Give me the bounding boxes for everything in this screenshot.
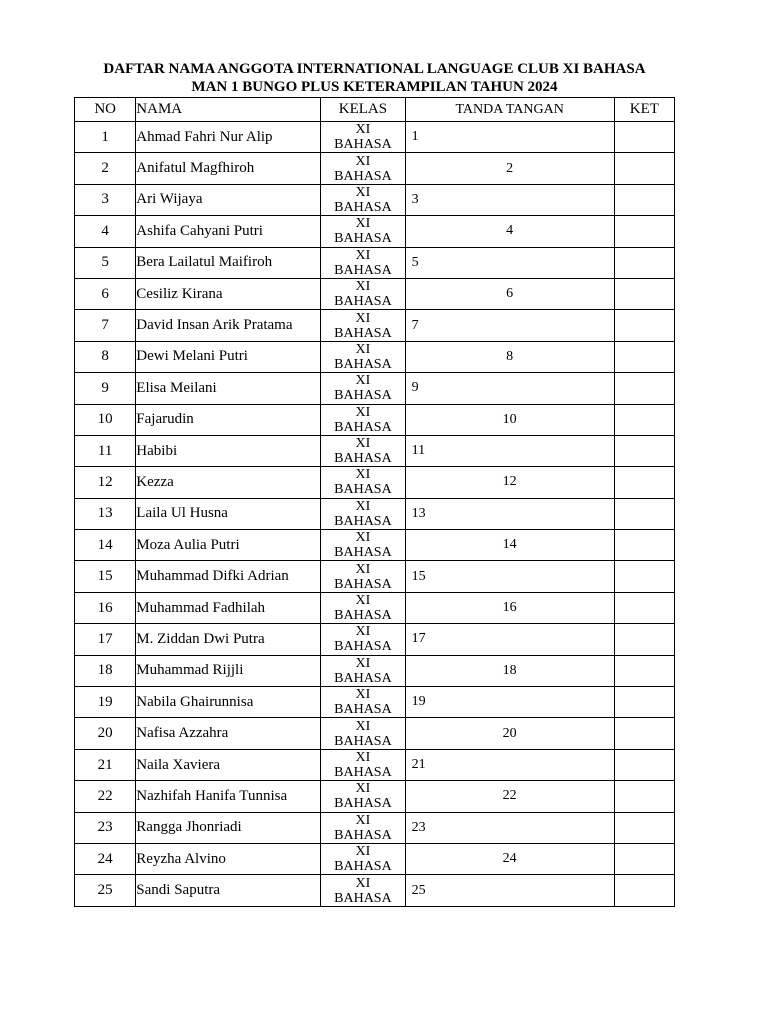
kelas-line-2: BAHASA: [334, 545, 392, 561]
cell-tanda-tangan[interactable]: 22: [405, 781, 614, 812]
cell-nama: Habibi: [136, 435, 321, 466]
cell-kelas: [321, 843, 405, 874]
cell-nama: Laila Ul Husna: [136, 498, 321, 529]
kelas-line-1: XI: [355, 750, 371, 765]
cell-kelas: [321, 435, 405, 466]
cell-kelas: [321, 122, 405, 153]
cell-ket[interactable]: [614, 530, 674, 561]
kelas-line-2: BAHASA: [334, 639, 392, 655]
kelas-line-1: XI: [355, 247, 371, 263]
kelas-line-1: XI: [355, 153, 371, 169]
header-ket: KET: [614, 98, 674, 122]
table-row: [75, 624, 675, 655]
kelas-line-2: BAHASA: [334, 231, 392, 247]
kelas-line-2: BAHASA: [334, 294, 392, 310]
cell-kelas: [321, 341, 405, 372]
cell-no: 18: [75, 655, 136, 686]
cell-nama: Moza Aulia Putri: [136, 530, 321, 561]
cell-ket[interactable]: [614, 467, 674, 498]
cell-ket[interactable]: [614, 310, 674, 341]
kelas-line-1: XI: [355, 844, 371, 860]
cell-tanda-tangan[interactable]: 20: [405, 718, 614, 749]
cell-tanda-tangan[interactable]: 12: [405, 467, 614, 498]
cell-kelas: [321, 216, 405, 247]
cell-kelas: [321, 373, 405, 404]
kelas-line-1: XI: [355, 812, 371, 828]
cell-no: 13: [75, 498, 136, 529]
cell-no: 6: [75, 278, 136, 309]
kelas-line-2: BAHASA: [334, 199, 392, 215]
cell-ket[interactable]: [614, 718, 674, 749]
kelas-line-2: BAHASA: [334, 137, 392, 153]
cell-nama: Nafisa Azzahra: [136, 718, 321, 749]
kelas-line-2: BAHASA: [334, 356, 392, 372]
cell-tanda-tangan[interactable]: 2: [405, 153, 614, 184]
cell-nama: Dewi Melani Putri: [136, 341, 321, 372]
kelas-line-2: BAHASA: [334, 388, 392, 404]
cell-nama: Ashifa Cahyani Putri: [136, 216, 321, 247]
cell-tanda-tangan[interactable]: 1: [405, 122, 614, 153]
kelas-line-2: BAHASA: [334, 325, 392, 341]
cell-kelas: [321, 467, 405, 498]
kelas-line-1: XI: [355, 122, 371, 138]
cell-ket[interactable]: [614, 247, 674, 278]
cell-no: 7: [75, 310, 136, 341]
cell-tanda-tangan[interactable]: 19: [405, 687, 614, 718]
kelas-line-1: XI: [355, 341, 371, 357]
cell-no: 3: [75, 184, 136, 215]
table-row: [75, 843, 675, 874]
kelas-line-2: BAHASA: [334, 796, 392, 812]
kelas-line-2: BAHASA: [334, 168, 392, 184]
cell-ket[interactable]: [614, 624, 674, 655]
cell-nama: Kezza: [136, 467, 321, 498]
cell-kelas: [321, 184, 405, 215]
cell-no: 21: [75, 749, 136, 780]
title-line-2: MAN 1 BUNGO PLUS KETERAMPILAN TAHUN 2024: [191, 79, 558, 95]
cell-no: 12: [75, 467, 136, 498]
title-line-1: DAFTAR NAMA ANGGOTA INTERNATIONAL LANGUAGE CLUB XI BAHASA: [103, 61, 646, 77]
cell-kelas: [321, 812, 405, 843]
table-row: [75, 498, 675, 529]
cell-ket[interactable]: [614, 216, 674, 247]
kelas-line-2: BAHASA: [334, 262, 392, 278]
cell-tanda-tangan[interactable]: 10: [405, 404, 614, 435]
table-row: [75, 812, 675, 843]
cell-kelas: [321, 530, 405, 561]
kelas-line-1: XI: [355, 718, 371, 734]
table-row: [75, 655, 675, 686]
cell-ket[interactable]: [614, 843, 674, 874]
cell-tanda-tangan[interactable]: 24: [405, 843, 614, 874]
cell-ket[interactable]: [614, 687, 674, 718]
table-row: [75, 341, 675, 372]
kelas-line-1: XI: [355, 655, 371, 671]
cell-tanda-tangan[interactable]: 3: [405, 184, 614, 215]
cell-kelas: [321, 561, 405, 592]
cell-no: 2: [75, 153, 136, 184]
cell-ket[interactable]: [614, 561, 674, 592]
cell-ket[interactable]: [614, 278, 674, 309]
cell-nama: Fajarudin: [136, 404, 321, 435]
kelas-line-2: BAHASA: [334, 765, 392, 780]
cell-tanda-tangan[interactable]: 25: [405, 875, 614, 906]
cell-tanda-tangan[interactable]: 17: [405, 624, 614, 655]
cell-no: 22: [75, 781, 136, 812]
kelas-line-1: XI: [355, 436, 371, 452]
table-row: [75, 184, 675, 215]
cell-kelas: [321, 687, 405, 718]
kelas-line-2: BAHASA: [334, 670, 392, 686]
cell-kelas: [321, 153, 405, 184]
cell-ket[interactable]: [614, 812, 674, 843]
cell-no: 15: [75, 561, 136, 592]
kelas-line-1: XI: [355, 624, 371, 640]
cell-kelas: [321, 247, 405, 278]
cell-ket[interactable]: [614, 122, 674, 153]
cell-tanda-tangan[interactable]: 7: [405, 310, 614, 341]
table-row: [75, 153, 675, 184]
cell-tanda-tangan[interactable]: 5: [405, 247, 614, 278]
cell-ket[interactable]: [614, 592, 674, 623]
table-row: [75, 592, 675, 623]
kelas-line-1: XI: [355, 498, 371, 514]
cell-no: 25: [75, 875, 136, 906]
table-row: [75, 278, 675, 309]
header-kelas: KELAS: [321, 98, 405, 122]
cell-ket[interactable]: [614, 435, 674, 466]
cell-nama: Muhammad Rijjli: [136, 655, 321, 686]
cell-nama: David Insan Arik Pratama: [136, 310, 321, 341]
cell-tanda-tangan[interactable]: 14: [405, 530, 614, 561]
kelas-line-1: XI: [355, 373, 371, 389]
kelas-line-1: XI: [355, 687, 371, 703]
cell-nama: Muhammad Fadhilah: [136, 592, 321, 623]
table-row: [75, 530, 675, 561]
cell-no: 14: [75, 530, 136, 561]
header-row: [75, 98, 675, 122]
table-body: [75, 122, 675, 907]
cell-nama: Elisa Meilani: [136, 373, 321, 404]
cell-tanda-tangan[interactable]: 6: [405, 278, 614, 309]
kelas-line-2: BAHASA: [334, 513, 392, 529]
cell-ket[interactable]: [614, 655, 674, 686]
cell-tanda-tangan[interactable]: 8: [405, 341, 614, 372]
cell-no: 23: [75, 812, 136, 843]
cell-no: 4: [75, 216, 136, 247]
cell-kelas: [321, 749, 405, 780]
cell-no: 8: [75, 341, 136, 372]
table-row: [75, 435, 675, 466]
table-row: [75, 310, 675, 341]
cell-tanda-tangan[interactable]: 21: [405, 749, 614, 780]
cell-ket[interactable]: [614, 373, 674, 404]
kelas-line-2: BAHASA: [334, 702, 392, 718]
table-row: [75, 749, 675, 780]
cell-kelas: [321, 310, 405, 341]
header-tanda-tangan: TANDA TANGAN: [405, 98, 614, 122]
cell-tanda-tangan[interactable]: 23: [405, 812, 614, 843]
cell-no: 11: [75, 435, 136, 466]
cell-kelas: [321, 875, 405, 906]
table-row: [75, 216, 675, 247]
table-header: [75, 98, 675, 122]
cell-nama: M. Ziddan Dwi Putra: [136, 624, 321, 655]
cell-ket[interactable]: [614, 341, 674, 372]
cell-ket[interactable]: [614, 153, 674, 184]
cell-tanda-tangan[interactable]: 4: [405, 216, 614, 247]
cell-kelas: [321, 781, 405, 812]
table-row: [75, 404, 675, 435]
cell-ket[interactable]: [614, 749, 674, 780]
cell-nama: Reyzha Alvino: [136, 843, 321, 874]
cell-nama: Ari Wijaya: [136, 184, 321, 215]
kelas-line-2: BAHASA: [334, 827, 392, 843]
cell-no: 17: [75, 624, 136, 655]
kelas-line-2: BAHASA: [334, 608, 392, 624]
cell-no: 20: [75, 718, 136, 749]
cell-tanda-tangan[interactable]: 13: [405, 498, 614, 529]
cell-ket[interactable]: [614, 498, 674, 529]
kelas-line-2: BAHASA: [334, 419, 392, 435]
table-row: [75, 687, 675, 718]
kelas-line-2: BAHASA: [334, 859, 392, 875]
kelas-line-1: XI: [355, 216, 371, 232]
cell-no: 5: [75, 247, 136, 278]
cell-tanda-tangan[interactable]: 11: [405, 435, 614, 466]
cell-no: 1: [75, 122, 136, 153]
kelas-line-1: XI: [355, 530, 371, 546]
kelas-line-2: BAHASA: [334, 733, 392, 749]
table-row: [75, 373, 675, 404]
cell-no: 24: [75, 843, 136, 874]
cell-tanda-tangan[interactable]: 9: [405, 373, 614, 404]
cell-nama: Naila Xaviera: [136, 749, 321, 780]
cell-ket[interactable]: [614, 404, 674, 435]
table-row: [75, 718, 675, 749]
table-row: [75, 781, 675, 812]
header-nama: NAMA: [136, 98, 321, 122]
kelas-line-1: XI: [355, 875, 371, 891]
cell-nama: Sandi Saputra: [136, 875, 321, 906]
cell-tanda-tangan[interactable]: 16: [405, 592, 614, 623]
cell-kelas: [321, 718, 405, 749]
kelas-line-1: XI: [355, 467, 371, 483]
kelas-line-1: XI: [355, 279, 371, 295]
kelas-line-2: BAHASA: [334, 451, 392, 467]
cell-no: 9: [75, 373, 136, 404]
cell-nama: Rangga Jhonriadi: [136, 812, 321, 843]
kelas-line-1: XI: [355, 561, 371, 577]
cell-ket[interactable]: [614, 184, 674, 215]
cell-ket[interactable]: [614, 875, 674, 906]
cell-nama: Cesiliz Kirana: [136, 278, 321, 309]
cell-no: 16: [75, 592, 136, 623]
cell-kelas: [321, 404, 405, 435]
table-row: [75, 467, 675, 498]
cell-no: 19: [75, 687, 136, 718]
kelas-line-1: XI: [355, 404, 371, 420]
header-no: NO: [75, 98, 136, 122]
table-row: [75, 875, 675, 906]
cell-nama: Muhammad Difki Adrian: [136, 561, 321, 592]
table-row: [75, 122, 675, 153]
cell-tanda-tangan[interactable]: 15: [405, 561, 614, 592]
document-title: [74, 60, 675, 96]
cell-nama: Ahmad Fahri Nur Alip: [136, 122, 321, 153]
cell-nama: Nabila Ghairunnisa: [136, 687, 321, 718]
cell-kelas: [321, 278, 405, 309]
kelas-line-1: XI: [355, 593, 371, 609]
cell-no: 10: [75, 404, 136, 435]
cell-ket[interactable]: [614, 781, 674, 812]
cell-nama: Anifatul Magfhiroh: [136, 153, 321, 184]
cell-nama: Nazhifah Hanifa Tunnisa: [136, 781, 321, 812]
kelas-line-1: XI: [355, 184, 371, 200]
table-row: [75, 247, 675, 278]
cell-tanda-tangan[interactable]: 18: [405, 655, 614, 686]
kelas-line-2: BAHASA: [334, 482, 392, 498]
kelas-line-2: BAHASA: [334, 890, 392, 906]
kelas-line-2: BAHASA: [334, 576, 392, 592]
member-table: [74, 97, 675, 907]
cell-kelas: [321, 624, 405, 655]
cell-nama: Bera Lailatul Maifiroh: [136, 247, 321, 278]
cell-kelas: [321, 592, 405, 623]
table-row: [75, 561, 675, 592]
kelas-line-1: XI: [355, 781, 371, 797]
kelas-line-1: XI: [355, 310, 371, 326]
cell-kelas: [321, 498, 405, 529]
cell-kelas: [321, 655, 405, 686]
